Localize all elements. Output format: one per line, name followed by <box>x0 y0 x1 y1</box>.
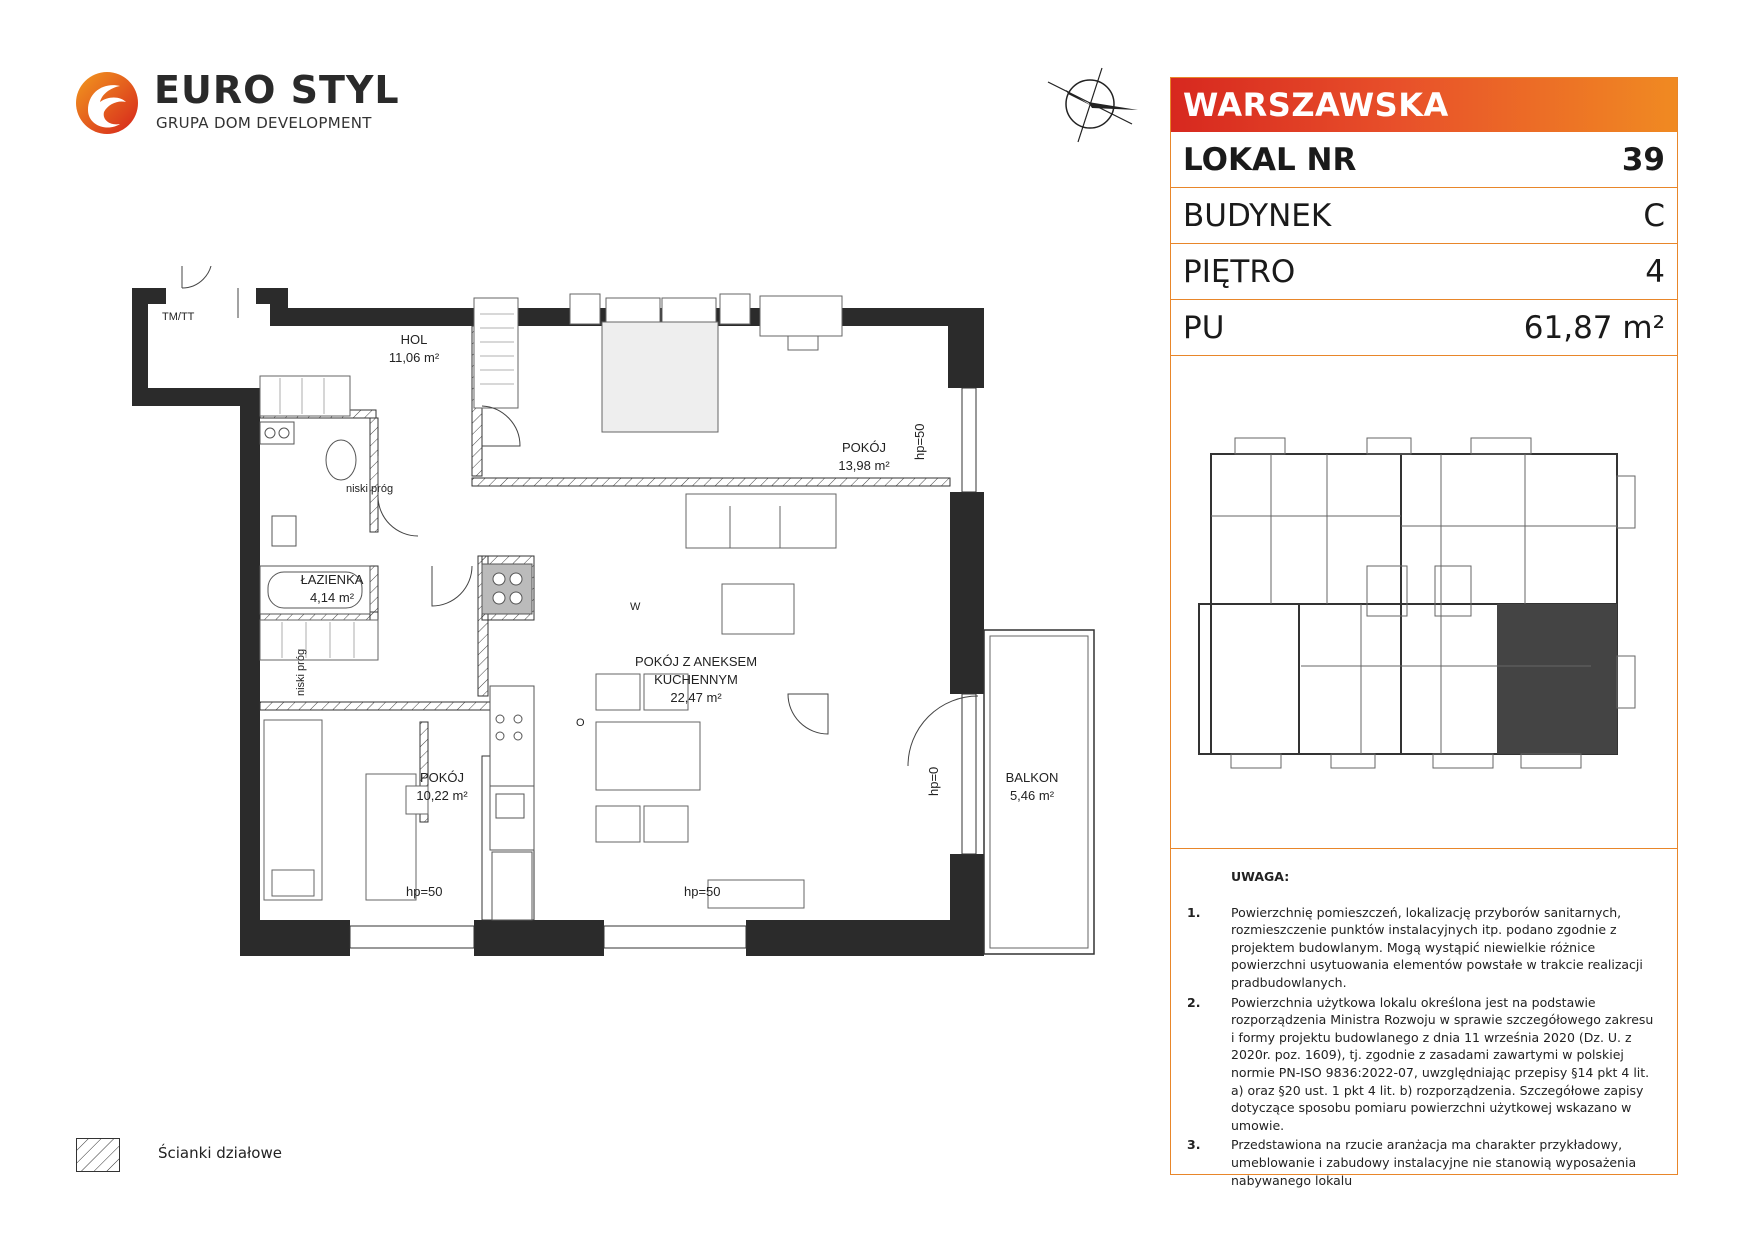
note-item <box>1187 1136 1659 1189</box>
info-value: 39 <box>1621 141 1665 178</box>
note-number: 1. <box>1187 904 1201 920</box>
eurostyl-flame-icon <box>74 70 140 136</box>
logo <box>74 68 400 138</box>
brand-name: EURO STYL <box>154 68 400 112</box>
window-height-label: hp=50 <box>684 884 721 899</box>
info-label: PIĘTRO <box>1183 253 1296 290</box>
investment-name: WARSZAWSKA <box>1171 78 1677 132</box>
room-name: ŁAZIENKA <box>300 572 364 587</box>
room-name: BALKON <box>1005 770 1059 785</box>
info-label: PU <box>1183 309 1225 346</box>
room-name: POKÓJ Z ANEKSEM <box>634 654 758 669</box>
room-area: 13,98 m² <box>838 458 890 473</box>
room-area: 22,47 m² <box>670 690 722 705</box>
building-key-plan <box>1171 356 1677 849</box>
partition-wall-legend-swatch <box>76 1138 120 1172</box>
compass-north-arrow-icon <box>1040 66 1140 146</box>
info-row <box>1171 188 1677 244</box>
brand-tagline: GRUPA DOM DEVELOPMENT <box>156 114 372 132</box>
info-row <box>1171 132 1677 188</box>
notes-section <box>1171 868 1677 1191</box>
note-number: 3. <box>1187 1137 1201 1153</box>
floor-plan <box>120 266 1100 966</box>
small-bedroom-furniture <box>264 720 428 900</box>
info-label: LOKAL NR <box>1183 141 1357 178</box>
note-item <box>1187 904 1659 992</box>
room-area: 5,46 m² <box>1009 788 1055 803</box>
room-name: POKÓJ <box>419 770 465 785</box>
legend-label: Ścianki działowe <box>158 1144 282 1162</box>
info-value: 4 <box>1645 253 1665 290</box>
info-label: BUDYNEK <box>1183 197 1332 234</box>
unit-info-panel <box>1170 77 1678 1188</box>
bedroom-furniture <box>570 294 842 432</box>
low-threshold-label: niski próg <box>295 648 307 696</box>
key-plan-drawing <box>1171 356 1677 848</box>
info-value: 61,87 m² <box>1523 309 1665 346</box>
room-area: 11,06 m² <box>388 350 440 365</box>
room-name: POKÓJ <box>841 440 887 455</box>
oven-label: O <box>576 717 585 729</box>
tmtt-label: TM/TT <box>162 311 195 323</box>
notes-title: UWAGA: <box>1231 869 1290 884</box>
window-height-label: hp=50 <box>406 884 443 899</box>
info-row <box>1171 300 1677 356</box>
info-row <box>1171 244 1677 300</box>
room-name-2: KUCHENNYM <box>654 672 738 687</box>
note-text: Powierzchnię pomieszczeń, lokalizację przyborów sanitarnych, rozmieszczenie punktów instalacyjnych itp. podano zgodnie z projektem budowlanym. Mogą wystąpić niewielkie różnice powierzchni usytuowania elementów powstałe w trakcie realizacji pradbudowlanych. <box>1231 904 1643 990</box>
room-name: HOL <box>400 332 428 347</box>
info-value: C <box>1643 197 1665 234</box>
window-height-label: hp=50 <box>912 423 927 460</box>
note-text: Przedstawiona na rzucie aranżacja ma charakter przykładowy, umeblowanie i zabudowy instalacyjne nie stanowią wyposażenia nabywanego lokalu <box>1231 1137 1637 1188</box>
note-number: 2. <box>1187 994 1201 1010</box>
low-threshold-label: niski próg <box>346 483 394 495</box>
room-area: 10,22 m² <box>416 788 468 803</box>
note-text: Powierzchnia użytkowa lokalu określona jest na podstawie rozporządzenia Ministra Rozwoju w sprawie szczegółowego zakresu i formy projektu budowlanego z dnia 11 września 2020 (Dz. U. z 2020r. poz. 1609), tj. zgodnie z zasadami zawartymi w polskiej normie PN-ISO 9836:2022-07, uwzględniając przepisy §14 pkt 4 lit. a) oraz §20 ust. 1 pkt 4 lit. b) rozporządzenia. Szczegółowe zapisy dotyczące sposobu pomiaru powierzchni użytkowej wskazano w umowie. <box>1231 994 1654 1133</box>
window-height-label: hp=0 <box>926 766 941 796</box>
note-item <box>1187 994 1659 1135</box>
ventilation-label: W <box>630 601 641 613</box>
room-area: 4,14 m² <box>309 590 355 605</box>
